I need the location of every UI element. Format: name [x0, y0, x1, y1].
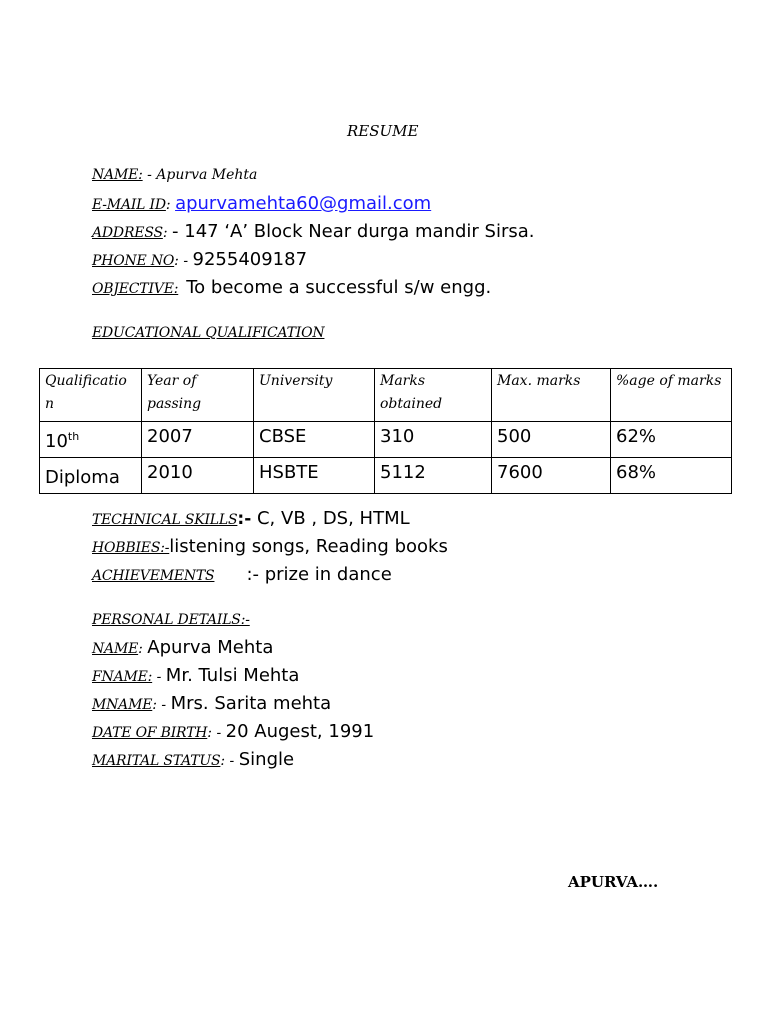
table-cell-marks: 5112: [375, 458, 492, 494]
table-cell-university: CBSE: [254, 422, 375, 458]
personal-name-value: Apurva Mehta: [147, 637, 274, 658]
objective-row: [92, 277, 491, 298]
column-header: Marks obtained: [375, 369, 492, 422]
name-value: Apurva Mehta: [156, 167, 258, 183]
objective-value: To become a successful s/w engg.: [186, 277, 492, 298]
table-row: [40, 458, 732, 494]
name-row: [92, 167, 257, 183]
dob-label: DATE OF BIRTH: [92, 725, 208, 741]
resume-title: RESUME: [347, 122, 419, 140]
personal-name-separator: :: [138, 641, 148, 657]
phone-separator: : -: [174, 253, 193, 269]
column-header: Year of passing: [142, 369, 254, 422]
education-table: [39, 368, 732, 494]
marital-status-value: Single: [238, 749, 295, 770]
mother-name-label: MNAME: [92, 697, 153, 713]
mother-name-row: [92, 693, 331, 714]
technical-skills-separator: :-: [237, 509, 252, 529]
table-cell-max-marks: 500: [492, 422, 611, 458]
address-label: ADDRESS: [92, 225, 163, 241]
email-label: E-MAIL ID: [92, 197, 166, 213]
address-separator: :: [162, 225, 173, 241]
phone-label: PHONE NO: [92, 253, 175, 269]
column-header: Qualificatio n: [40, 369, 142, 422]
name-separator: -: [142, 167, 157, 183]
table-cell-university: HSBTE: [254, 458, 375, 494]
signature: APURVA….: [568, 873, 659, 891]
personal-details-heading: PERSONAL DETAILS:-: [92, 612, 250, 628]
email-separator: :: [165, 197, 176, 213]
marital-status-row: [92, 749, 294, 770]
technical-skills-label: TECHNICAL SKILLS: [92, 512, 238, 528]
father-name-value: Mr. Tulsi Mehta: [165, 665, 300, 686]
father-name-row: [92, 665, 299, 686]
hobbies-value: listening songs, Reading books: [169, 536, 448, 557]
marital-status-separator: : -: [220, 753, 239, 769]
table-header-row: [40, 369, 732, 422]
name-label: NAME:: [92, 167, 143, 183]
address-row: [92, 221, 534, 242]
personal-name-label: NAME: [92, 641, 139, 657]
dob-separator: : -: [207, 725, 226, 741]
table-cell-qualification: 10th: [40, 422, 142, 458]
column-header: %age of marks: [611, 369, 732, 422]
technical-skills-value: C, VB , DS, HTML: [251, 508, 410, 529]
column-header: University: [254, 369, 375, 422]
email-row: [92, 193, 431, 214]
column-header: Max. marks: [492, 369, 611, 422]
hobbies-label: HOBBIES:-: [92, 540, 170, 556]
achievements-row: [92, 564, 392, 585]
achievements-label: ACHIEVEMENTS: [92, 568, 215, 584]
table-cell-percent: 62%: [611, 422, 732, 458]
phone-row: [92, 249, 307, 270]
mother-name-separator: : -: [152, 697, 171, 713]
personal-name-row: [92, 637, 273, 658]
father-name-separator: -: [152, 669, 166, 685]
hobbies-row: [92, 536, 448, 557]
table-cell-year: 2010: [142, 458, 254, 494]
marital-status-label: MARITAL STATUS: [92, 753, 221, 769]
table-cell-max-marks: 7600: [492, 458, 611, 494]
objective-label: OBJECTIVE:: [92, 281, 179, 297]
email-link[interactable]: apurvamehta60@gmail.com: [175, 193, 432, 214]
father-name-label: FNAME:: [92, 669, 153, 685]
dob-value: 20 Augest, 1991: [225, 721, 375, 742]
table-cell-qualification: Diploma: [40, 458, 142, 494]
education-heading: EDUCATIONAL QUALIFICATION: [92, 325, 325, 341]
phone-value: 9255409187: [192, 249, 308, 270]
table-cell-year: 2007: [142, 422, 254, 458]
mother-name-value: Mrs. Sarita mehta: [170, 693, 332, 714]
dob-row: [92, 721, 374, 742]
achievements-value: :- prize in dance: [246, 564, 392, 585]
table-cell-marks: 310: [375, 422, 492, 458]
table-row: [40, 422, 732, 458]
table-cell-percent: 68%: [611, 458, 732, 494]
address-value: - 147 ‘A’ Block Near durga mandir Sirsa.: [172, 221, 535, 242]
technical-skills-row: [92, 508, 410, 529]
